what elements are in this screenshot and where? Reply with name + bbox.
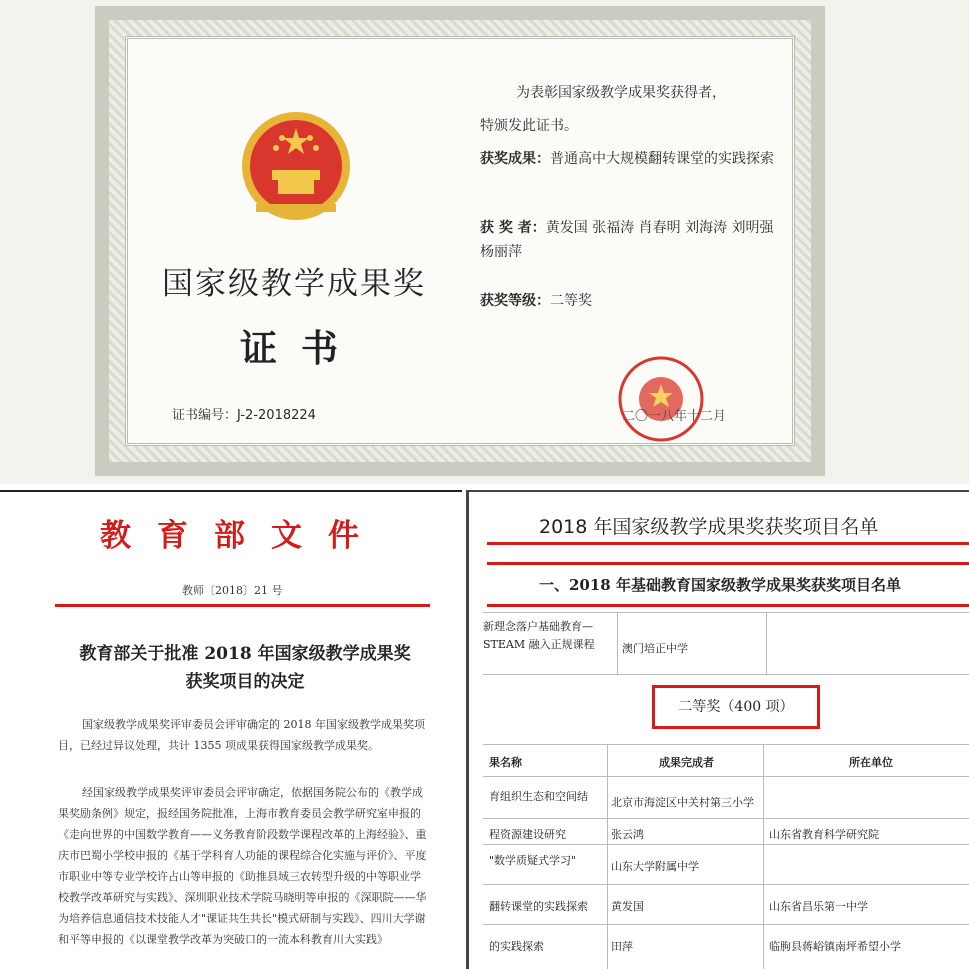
table-line (607, 744, 608, 969)
table-line (617, 612, 618, 674)
table-row-5-unit: 临朐县蒋峪镇南坪希望小学 (769, 940, 901, 953)
intro-line-2: 特颁发此证书。 (480, 118, 578, 134)
table-line (483, 744, 969, 745)
document-paragraph-1: 国家级教学成果奖评审委员会评审确定的 2018 年国家级教学成果奖项目，已经过异议处理，共计 1355 项成果获得国家级教学成果奖。 (58, 718, 425, 752)
document-paragraph-2: 经国家级教学成果奖评审委员会评审确定，依据国务院公布的《教学成果奖励条例》规定，报经国务院批准，上海市教育委员会教学研究室申报的《走向世界的中国数学教育——义务教育阶段数学课程改革的上海经验》、重庆市巴蜀小学校申报的《基于学科育人功能的课程综合化实施与评价》、平度市职业中等专业学校许占山等申报的《助推县域三农转型升级的中等职业学校教学改革研究与实践》、深圳职业技术学院马晓明等申报的《深职院——华为培养信息通信技术技能人才"课证共生共长"模式研制与实践》、四川大学谢和平等申报的《以课堂教学改革为突破口的一流本科教育川大实践》 (58, 786, 427, 946)
table-row-1-name: 育组织生态和空间结 (489, 790, 588, 803)
table-row-2-completer: 张云鸿 (611, 828, 644, 841)
table-line (483, 844, 969, 845)
table-row-3-completer: 山东大学附属中学 (611, 860, 699, 873)
document-title-line-1: 教育部关于批准 2018 年国家级教学成果奖 (79, 644, 411, 664)
table-row-4-unit: 山东省昌乐第一中学 (769, 900, 868, 913)
document-header: 教育部文件 (100, 518, 385, 554)
title-divider (487, 542, 969, 545)
document-title-line-2: 获奖项目的决定 (185, 672, 305, 692)
table-row-2-unit: 山东省教育科学研究院 (769, 828, 879, 841)
certificate-date: 二〇一八年十二月 (622, 409, 727, 424)
ministry-document-panel (0, 490, 462, 969)
section-divider-bottom (487, 604, 969, 607)
table-line (483, 776, 969, 777)
table-row-2-name: 程资源建设研究 (489, 828, 566, 841)
achievement-value: 普通高中大规模翻转课堂的实践探索 (550, 151, 774, 167)
document-title (60, 640, 430, 696)
table-line (483, 612, 969, 613)
certificate-number: 证书编号：J-2-2018224 (172, 408, 316, 423)
table-line (483, 924, 969, 925)
award-list-panel (466, 490, 969, 969)
level-field (480, 290, 592, 310)
level-label: 获奖等级： (480, 293, 550, 309)
award-list-title: 2018 年国家级教学成果奖获奖项目名单 (539, 516, 879, 538)
section-title: 一、2018 年基础教育国家级教学成果奖获奖项目名单 (539, 576, 901, 594)
achievement-label: 获奖成果： (480, 151, 550, 167)
top-row-name: 新理念落户基础教育—STEAM 融入正规课程 (483, 620, 595, 651)
winners-value: 黄发国 张福涛 肖春明 刘海涛 刘明强 杨丽萍 (480, 220, 774, 260)
certificate-subtitle: 证书 (240, 326, 362, 370)
national-emblem-icon (232, 108, 360, 226)
top-row-unit: 澳门培正中学 (622, 642, 688, 655)
winners-field (480, 216, 780, 264)
table-line (763, 744, 764, 969)
table-line (483, 674, 969, 675)
winners-label: 获 奖 者： (480, 220, 546, 236)
table-line (766, 612, 767, 674)
table-row-4-name: 翻转课堂的实践探索 (489, 900, 588, 913)
table-row-4-completer: 黄发国 (611, 900, 644, 913)
table-row-5-completer: 田萍 (611, 940, 633, 953)
intro-line-1: 为表彰国家级教学成果奖获得者， (516, 85, 726, 101)
column-header-completer: 成果完成者 (659, 756, 714, 769)
achievement-field (480, 147, 780, 171)
table-line (483, 884, 969, 885)
document-number: 教师〔2018〕21 号 (182, 584, 283, 597)
column-header-name: 果名称 (489, 756, 522, 769)
table-line (483, 818, 969, 819)
table-row-3-name: "数学质疑式学习" (489, 854, 577, 867)
official-seal-icon (616, 354, 706, 444)
table-row-1-completer: 北京市海淀区中关村第三小学 (611, 796, 754, 809)
section-divider-top (487, 562, 969, 565)
certificate-panel (0, 0, 969, 484)
grade-label: 二等奖（400 项） (652, 685, 820, 729)
header-divider (55, 604, 430, 607)
certificate-title: 国家级教学成果奖 (162, 266, 426, 302)
level-value: 二等奖 (550, 293, 592, 309)
column-header-unit: 所在单位 (849, 756, 893, 769)
table-row-5-name: 的实践探索 (489, 940, 544, 953)
